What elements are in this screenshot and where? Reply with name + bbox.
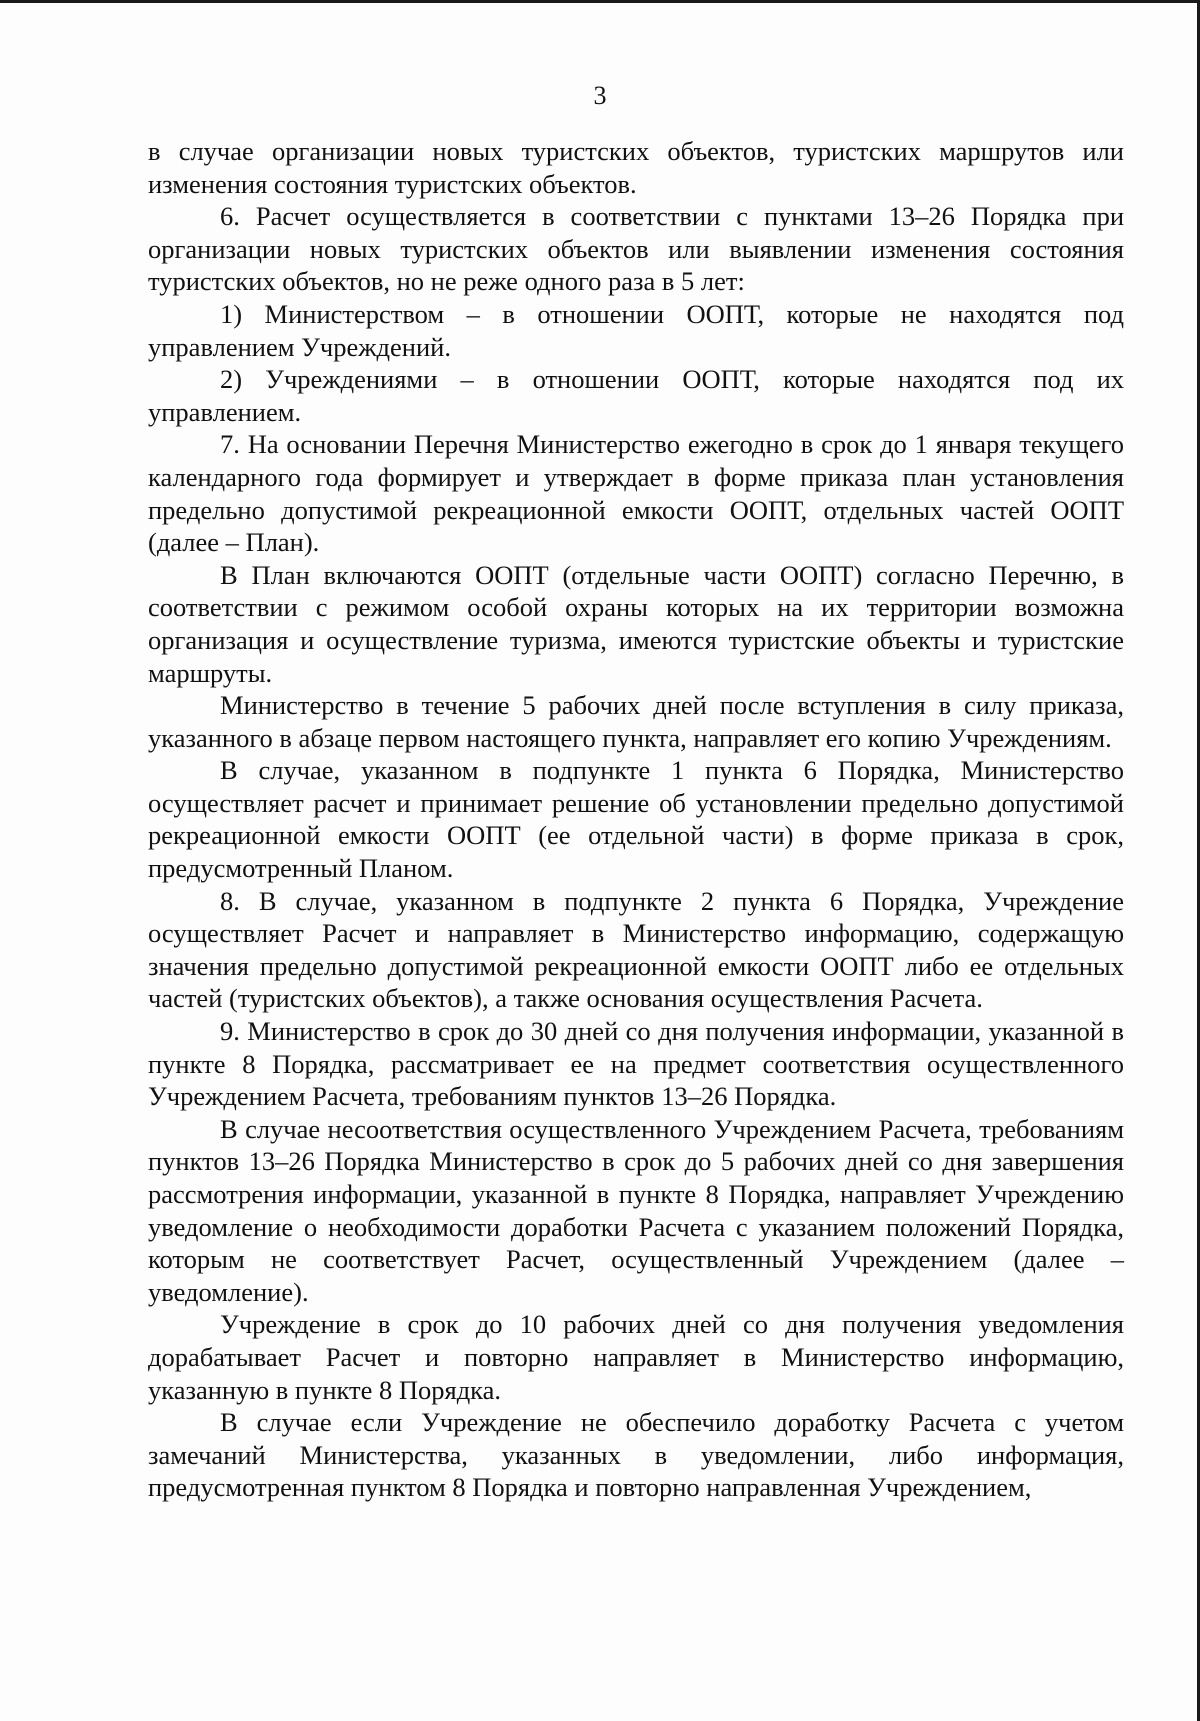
document-body xyxy=(148,135,1124,1504)
paragraph-continuation: в случае организации новых туристских объектов, туристских маршрутов или изменения состояния туристских объектов. xyxy=(148,136,1124,199)
paragraph-ministry-calculation: В случае, указанном в подпункте 1 пункта 6 Порядка, Министерство осуществляет расчет и принимает решение об установлении предельно допустимой рекреационной емкости ООПТ (ее отдельной части) в форме приказа в срок, предусмотренный Планом. xyxy=(148,755,1124,884)
paragraph-plan-inclusion: В План включаются ООПТ (отдельные части ООПТ) согласно Перечню, в соответствии с режимом особой охраны которых на их территории возможна организация и осуществление туризма, имеются туристские объекты и туристские маршруты. xyxy=(148,559,1124,688)
page-number: 3 xyxy=(593,81,607,110)
paragraph-subitem-1: 1) Министерством – в отношении ООПТ, которые не находятся под управлением Учреждений. xyxy=(148,298,1124,362)
paragraph-item-9: 9. Министерство в срок до 30 дней со дня получения информации, указанной в пункте 8 Порядка, рассматривает ее на предмет соответствия осуществленного Учреждением Расчета, требованиям пунктов 13–26 Порядка. xyxy=(148,1016,1124,1112)
paragraph-ministry-copy: Министерство в течение 5 рабочих дней после вступления в силу приказа, указанного в абзаце первом настоящего пункта, направляет его копию Учреждениям. xyxy=(148,690,1124,753)
paragraph-item-6: 6. Расчет осуществляется в соответствии с пунктами 13–26 Порядка при организации новых туристских объектов или выявлении изменения состояния туристских объектов, но не реже одного раза в 5 лет: xyxy=(148,201,1124,297)
paragraph-nonconformity: В случае несоответствия осуществленного Учреждением Расчета, требованиям пунктов 13–26 Порядка Министерство в срок до 5 рабочих дней со дня завершения рассмотрения информации, указанной в пункте 8 Порядка, направляет Учреждению уведомление о необходимости доработки Расчета с указанием положений Порядка, которым не соответствует Расчет, осуществленный Учреждением (далее – уведомление). xyxy=(148,1113,1124,1307)
paragraph-subitem-2: 2) Учреждениями – в отношении ООПТ, которые находятся под их управлением. xyxy=(148,364,1124,427)
paragraph-item-8: 8. В случае, указанном в подпункте 2 пункта 6 Порядка, Учреждение осуществляет Расчет и направляет в Министерство информацию, содержащую значения предельно допустимой рекреационной емкости ООПТ либо ее отдельных частей (туристских объектов), а также основания осуществления Расчета. xyxy=(148,885,1124,1014)
paragraph-item-7: 7. На основании Перечня Министерство ежегодно в срок до 1 января текущего календарного года формирует и утверждает в форме приказа план установления предельно допустимой рекреационной емкости ООПТ, отдельных частей ООПТ (далее – План). xyxy=(148,429,1124,558)
paragraph-failure-case: В случае если Учреждение не обеспечило доработку Расчета с учетом замечаний Министерства, указанных в уведомлении, либо информация, предусмотренная пунктом 8 Порядка и повторно направленная Учреждением, xyxy=(148,1407,1124,1503)
paragraph-revision: Учреждение в срок до 10 рабочих дней со дня получения уведомления дорабатывает Расчет и повторно направляет в Министерство информацию, указанную в пункте 8 Порядка. xyxy=(148,1309,1124,1405)
